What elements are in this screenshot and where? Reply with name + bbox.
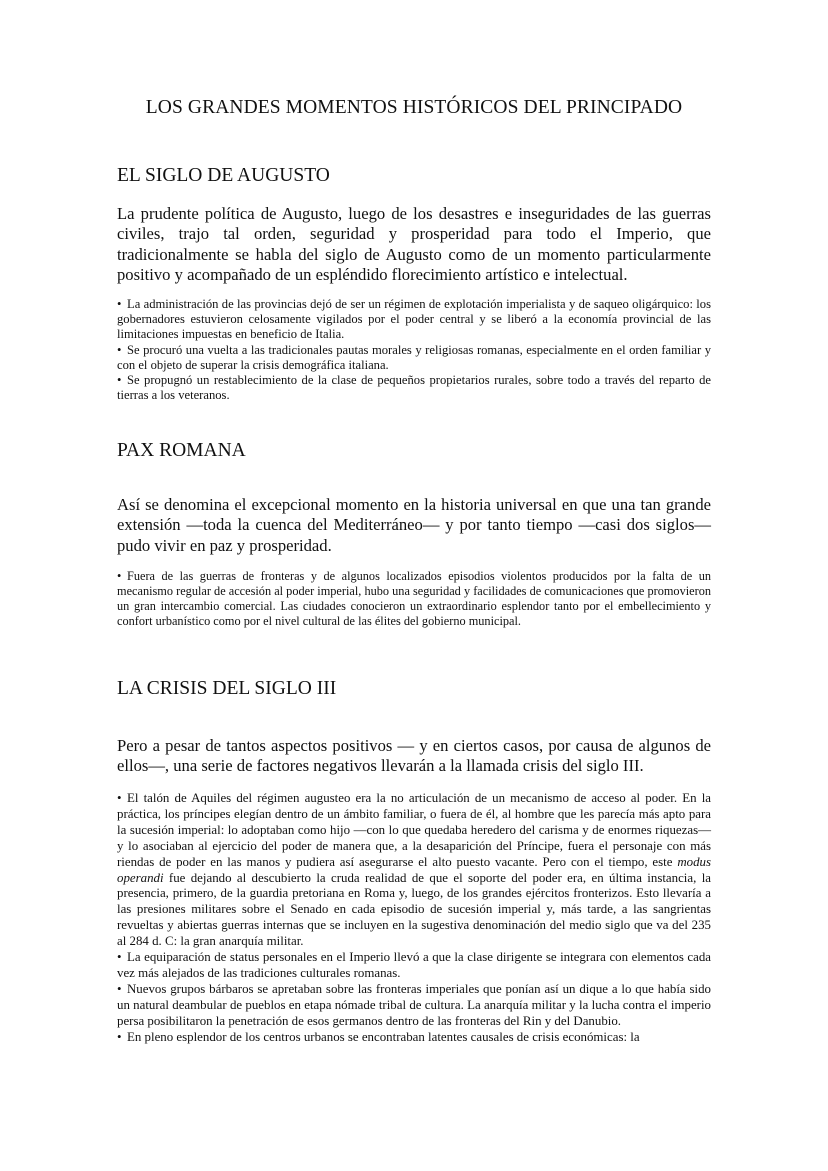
- list-item: [117, 1030, 711, 1046]
- bullet-list-siglo-de-augusto: [117, 297, 711, 403]
- list-item: [117, 982, 711, 1030]
- bullet-icon: •: [117, 1029, 122, 1044]
- bullet-text-italic: modus operandi: [117, 854, 711, 885]
- list-item: [117, 791, 711, 950]
- bullet-text: Nuevos grupos bárbaros se apretaban sobre las fronteras imperiales que ponían así un dique a lo que había sido un natural deambular de pueblos en etapa nómade tribal de cultura. La anarquía militar y la lucha contra el imperio persa posibilitaron la penetración de esos germanos dentro de las fronteras del Rin y del Danubio.: [117, 981, 711, 1028]
- bullet-icon: •: [117, 297, 122, 311]
- bullet-text: La administración de las provincias dejó de ser un régimen de explotación imperialista y de saqueo oligárquico: los gobernadores estuvieron celosamente vigilados por el poder central y se liberó a la economía provincial de las limitaciones impuestas en beneficio de Italia.: [117, 297, 711, 342]
- bullet-icon: •: [117, 791, 122, 805]
- bullet-text-part: El talón de Aquiles del régimen augusteo era la no articulación de un mecanismo de acceso al poder. En la práctica, los príncipes elegían dentro de un ámbito familiar, o fuera de él, al hombre que les parecía más apto para la sucesión imperial: lo adoptaban como hijo —con lo que quedaba heredero del carisma y de enormes riquezas— y lo asociaban al ejercicio del poder de manera que, a la desaparición del Príncipe, fuera el personaje con más riendas de poder en las manos y pudiera así asegurarse el alto puesto vacante. Pero con el tiempo, este: [117, 791, 711, 869]
- section-intro-crisis-siglo-iii: Pero a pesar de tantos aspectos positivos — y en ciertos casos, por causa de algunos de ellos—, una serie de factores negativos llevarán a la llamada crisis del siglo III.: [117, 736, 711, 776]
- bullet-text-part: fue dejando al descubierto la cruda realidad de que el soporte del poder era, en última instancia, la presencia, primero, de la guardia pretoriana en Roma y, luego, de los grandes ejércitos fronterizos. Esto llevaría a las presiones militares sobre el Senado en cada episodio de sucesión imperial y, más tarde, a las sangrientas revueltas y abiertas guerras internas que se incluyen en la sugestiva denominación del medio siglo que va del 235 al 284 d. C: la gran anarquía militar.: [117, 870, 711, 949]
- list-item: [117, 343, 711, 373]
- bullet-icon: •: [117, 373, 122, 388]
- document-title: LOS GRANDES MOMENTOS HISTÓRICOS DEL PRINCIPADO: [145, 97, 683, 118]
- bullet-icon: •: [117, 342, 122, 357]
- section-intro-pax-romana: Así se denomina el excepcional momento en la historia universal en que una tan grande extensión —toda la cuenca del Mediterráneo— y por tanto tiempo —casi dos siglos— pudo vivir en paz y prosperidad.: [117, 495, 711, 555]
- list-item: [117, 950, 711, 982]
- list-item: [117, 373, 711, 403]
- list-item: [117, 297, 711, 343]
- section-heading-siglo-de-augusto: EL SIGLO DE AUGUSTO: [117, 165, 330, 186]
- bullet-text: Se procuró una vuelta a las tradicionales pautas morales y religiosas romanas, especialmente en el orden familiar y con el objeto de superar la crisis demográfica italiana.: [117, 342, 711, 372]
- list-item: [117, 569, 711, 629]
- bullet-icon: •: [117, 981, 122, 996]
- bullet-text: Fuera de las guerras de fronteras y de algunos localizados episodios violentos producidos por la falta de un mecanismo regular de accesión al poder imperial, hubo una seguridad y facilidades de comunicaciones que promovieron un gran intercambio comercial. Las ciudades conocieron un extraordinario esplendor tanto por el embellecimiento y confort urbanístico como por el nivel cultural de las élites del gobierno municipal.: [117, 569, 711, 629]
- section-heading-crisis-siglo-iii: LA CRISIS DEL SIGLO III: [117, 678, 337, 699]
- bullet-text: Se propugnó un restablecimiento de la clase de pequeños propietarios rurales, sobre todo a través del reparto de tierras a los veteranos.: [117, 373, 711, 403]
- bullet-icon: •: [117, 950, 122, 965]
- bullet-list-pax-romana: [117, 569, 711, 629]
- bullet-list-crisis-siglo-iii: [117, 791, 711, 1046]
- section-intro-siglo-de-augusto: La prudente política de Augusto, luego de los desastres e inseguridades de las guerras civiles, trajo tal orden, seguridad y prosperidad para todo el Imperio, que tradicionalmente se habla del siglo de Augusto como de un momento particularmente positivo y acompañado de un espléndido florecimiento artístico e intelectual.: [117, 204, 711, 285]
- section-heading-pax-romana: PAX ROMANA: [117, 440, 246, 461]
- bullet-text: En pleno esplendor de los centros urbanos se encontraban latentes causales de crisis económicas: la: [127, 1029, 640, 1044]
- bullet-text: La equiparación de status personales en el Imperio llevó a que la clase dirigente se integrara con elementos cada vez más alejados de las tradiciones culturales romanas.: [117, 950, 711, 980]
- bullet-icon: •: [117, 569, 122, 583]
